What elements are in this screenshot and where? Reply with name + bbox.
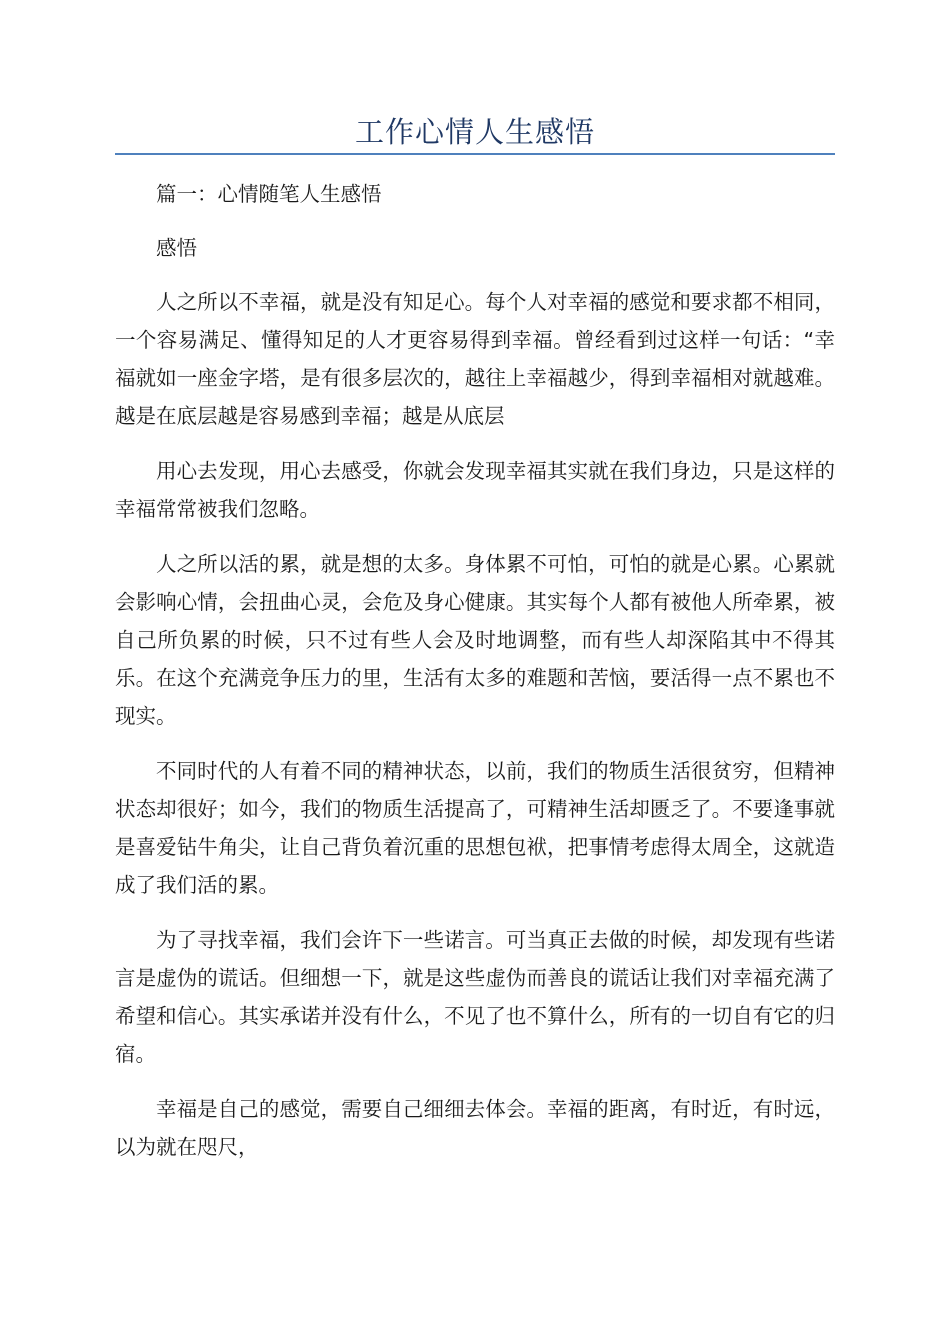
paragraph: 人之所以不幸福，就是没有知足心。每个人对幸福的感觉和要求都不相同，一个容易满足、懂得知足的人才更容易得到幸福。曾经看到过这样一句话：“幸福就如一座金字塔，是有很多层次的，越往上幸福越少，得到幸福相对就越难。越是在底层越是容易感到幸福；越是从底层: [115, 290, 835, 428]
paragraph: 人之所以活的累，就是想的太多。身体累不可怕，可怕的就是心累。心累就会影响心情，会扭曲心灵，会危及身心健康。其实每个人都有被他人所牵累，被自己所负累的时候，只不过有些人会及时地调整，而有些人却深陷其中不得其乐。在这个充满竞争压力的里，生活有太多的难题和苦恼，要活得一点不累也不现实。: [115, 552, 835, 728]
paragraph: 用心去发现，用心去感受，你就会发现幸福其实就在我们身边，只是这样的幸福常常被我们忽略。: [115, 459, 835, 521]
document-body: [115, 175, 835, 1183]
subheading: 感悟: [156, 236, 197, 260]
paragraph: 不同时代的人有着不同的精神状态，以前，我们的物质生活很贫穷，但精神状态却很好；如今，我们的物质生活提高了，可精神生活却匮乏了。不要逢事就是喜爱钻牛角尖，让自己背负着沉重的思想包袱，把事情考虑得太周全，这就造成了我们活的累。: [115, 759, 835, 897]
document-title: 工作心情人生感悟: [354, 115, 595, 149]
paragraph: 为了寻找幸福，我们会许下一些诺言。可当真正去做的时候，却发现有些诺言是虚伪的谎话。但细想一下，就是这些虚伪而善良的谎话让我们对幸福充满了希望和信心。其实承诺并没有什么，不见了也不算什么，所有的一切自有它的归宿。: [115, 928, 835, 1066]
section-heading: 篇一：心情随笔人生感悟: [156, 182, 382, 206]
title-underline: [115, 153, 835, 155]
paragraph: 幸福是自己的感觉，需要自己细细去体会。幸福的距离，有时近，有时远，以为就在咫尺，: [115, 1097, 835, 1159]
